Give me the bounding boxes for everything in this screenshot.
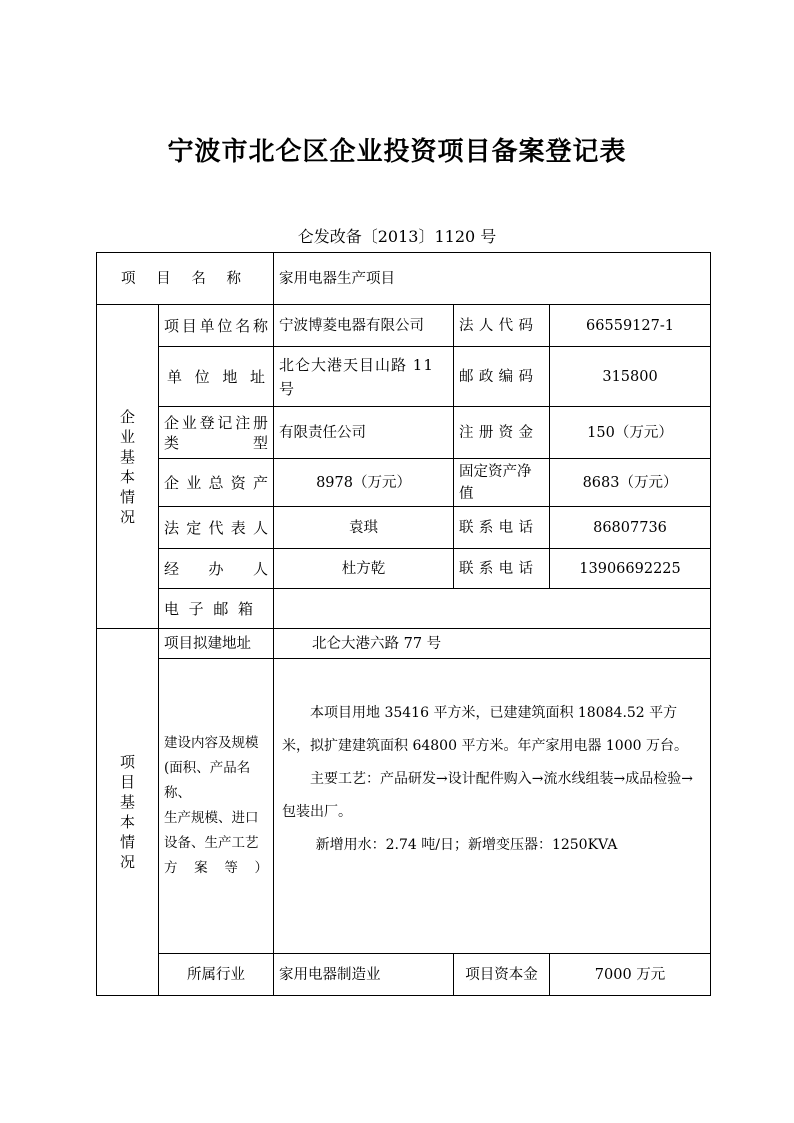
unit-name-value: 宁波博菱电器有限公司 <box>274 305 454 347</box>
capital-value: 7000 万元 <box>550 954 711 996</box>
content-paragraph-2: 主要工艺：产品研发→设计配件购入→流水线组装→成品检验→包装出厂。 <box>282 771 693 820</box>
handler-value: 杜方乾 <box>274 549 454 589</box>
total-assets-label: 企业总资产 <box>159 459 274 507</box>
content-paragraph-1: 本项目用地 35416 平方米，已建建筑面积 18084.52 平方米，拟扩建建筑面积 64800 平方米。年产家用电器 1000 万台。 <box>282 705 688 754</box>
reg-type-label-b: 类 型 <box>164 433 269 452</box>
row-industry <box>97 954 711 996</box>
form-title: 宁波市北仑区企业投资项目备案登记表 <box>167 137 627 167</box>
legal-code-value: 66559127-1 <box>550 305 711 347</box>
project-name-label: 项 目 名 称 <box>121 270 242 287</box>
postal-code-value: 315800 <box>550 347 711 407</box>
content-label-4: 设备、生产工艺 <box>164 835 259 851</box>
row-site <box>97 629 711 659</box>
row-content <box>97 659 711 954</box>
address-label: 单位地址 <box>159 347 274 407</box>
content-label-3: 生产规模、进口 <box>164 810 259 826</box>
capital-label: 项目资本金 <box>454 954 550 996</box>
email-value <box>274 589 711 629</box>
registration-table <box>96 252 711 996</box>
document-number: 仑发改备〔2013〕1120 号 <box>297 227 497 246</box>
company-section-title: 企 业 基 本 情 况 <box>97 305 159 629</box>
industry-label: 所属行业 <box>159 954 274 996</box>
site-label: 项目拟建地址 <box>159 629 274 659</box>
project-name-value: 家用电器生产项目 <box>274 253 711 305</box>
content-paragraph-3: 新增用水：2.74 吨/日；新增变压器：1250KVA <box>315 837 618 853</box>
legal-rep-value: 袁琪 <box>274 507 454 549</box>
phone2-label: 联系电话 <box>454 549 550 589</box>
phone1-value: 86807736 <box>550 507 711 549</box>
row-email <box>97 589 711 629</box>
row-reg-type <box>97 407 711 459</box>
fixed-assets-label: 固定资产净值 <box>454 459 550 507</box>
fixed-assets-value: 8683（万元） <box>550 459 711 507</box>
content-label-1: 建设内容及规模 <box>164 735 259 751</box>
row-legal-rep <box>97 507 711 549</box>
email-label: 电子邮箱 <box>159 589 274 629</box>
unit-name-label: 项目单位名称 <box>159 305 274 347</box>
reg-type-label-a: 企业登记注册 <box>164 413 269 432</box>
total-assets-value: 8978（万元） <box>274 459 454 507</box>
row-unit-name <box>97 305 711 347</box>
legal-rep-label: 法定代表人 <box>159 507 274 549</box>
legal-code-label: 法人代码 <box>454 305 550 347</box>
row-assets <box>97 459 711 507</box>
postal-code-label: 邮政编码 <box>454 347 550 407</box>
row-handler <box>97 549 711 589</box>
project-section-title: 项 目 基 本 情 况 <box>97 629 159 996</box>
handler-label: 经 办 人 <box>159 549 274 589</box>
address-value: 北仑大港天目山路 11 号 <box>274 347 454 407</box>
phone2-value: 13906692225 <box>550 549 711 589</box>
row-address <box>97 347 711 407</box>
industry-value: 家用电器制造业 <box>274 954 454 996</box>
reg-type-value: 有限责任公司 <box>274 407 454 459</box>
reg-capital-label: 注册资金 <box>454 407 550 459</box>
content-label-5: 方 案 等 ） <box>164 860 269 876</box>
reg-capital-value: 150（万元） <box>550 407 711 459</box>
phone1-label: 联系电话 <box>454 507 550 549</box>
site-value: 北仑大港六路 77 号 <box>274 629 711 659</box>
content-label-2: (面积、产品名称、 <box>164 760 251 801</box>
row-project-name <box>97 253 711 305</box>
